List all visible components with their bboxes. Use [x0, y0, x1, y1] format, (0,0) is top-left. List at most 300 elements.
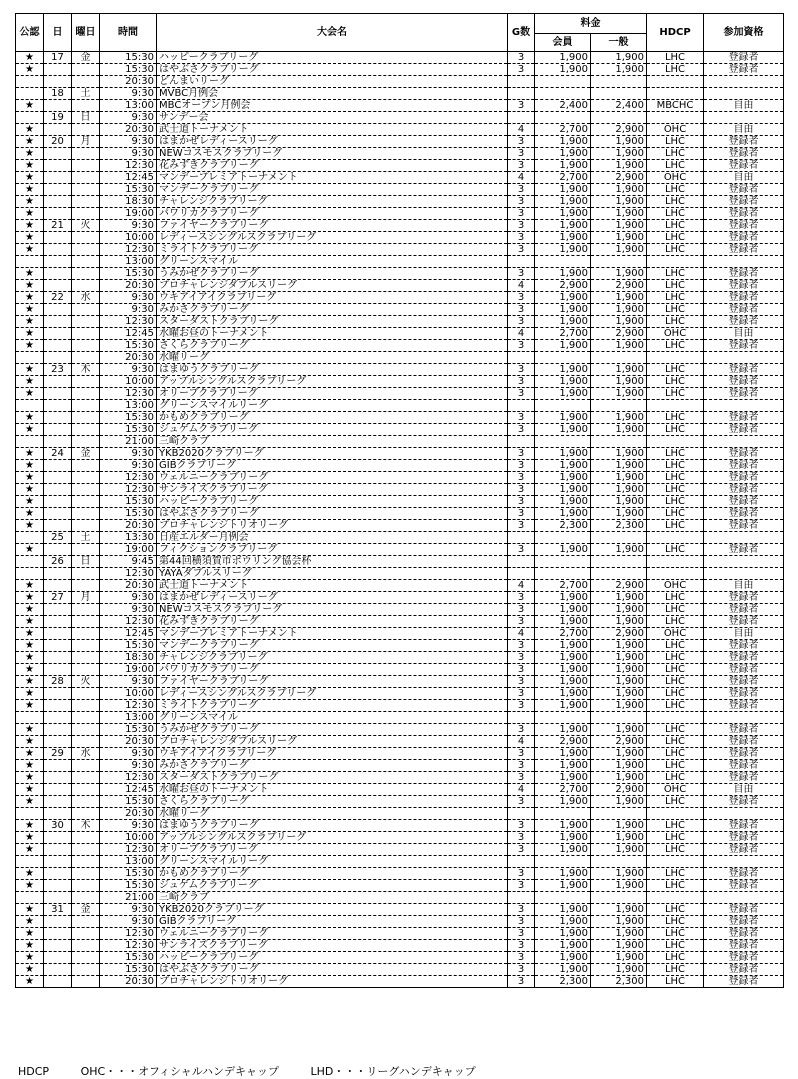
member-fee-cell: 1,900	[535, 964, 591, 976]
member-fee-cell: 1,900	[535, 508, 591, 520]
day-cell	[44, 124, 72, 136]
official-star: ★	[16, 580, 44, 592]
table-row	[16, 940, 784, 952]
member-fee-cell: 2,700	[535, 124, 591, 136]
eligibility-cell: 登録者	[704, 772, 784, 784]
games-cell	[508, 808, 535, 820]
general-fee-cell	[591, 400, 647, 412]
member-fee-cell: 2,700	[535, 628, 591, 640]
eligibility-cell	[704, 88, 784, 100]
eligibility-cell: 登録者	[704, 136, 784, 148]
eligibility-cell: 登録者	[704, 448, 784, 460]
member-fee-cell: 1,900	[535, 796, 591, 808]
official-star	[16, 892, 44, 904]
weekday-cell	[72, 196, 100, 208]
eligibility-cell: 登録者	[704, 592, 784, 604]
games-cell	[508, 112, 535, 124]
official-star: ★	[16, 340, 44, 352]
member-fee-cell: 1,900	[535, 940, 591, 952]
table-row	[16, 136, 784, 148]
eligibility-cell: 登録者	[704, 508, 784, 520]
games-cell: 3	[508, 460, 535, 472]
hdcp-cell: LHC	[647, 760, 704, 772]
time-cell: 15:30	[100, 724, 157, 736]
eligibility-cell: 自由	[704, 328, 784, 340]
time-cell: 20:30	[100, 520, 157, 532]
member-fee-cell: 2,300	[535, 976, 591, 988]
official-star: ★	[16, 160, 44, 172]
general-fee-cell: 2,900	[591, 580, 647, 592]
table-row	[16, 124, 784, 136]
games-cell: 3	[508, 952, 535, 964]
official-star: ★	[16, 820, 44, 832]
event-name-cell: ハッピークラブリーグ	[157, 52, 508, 64]
time-cell: 9:30	[100, 760, 157, 772]
hdcp-cell: LHC	[647, 448, 704, 460]
weekday-cell	[72, 208, 100, 220]
official-star: ★	[16, 460, 44, 472]
weekday-cell	[72, 892, 100, 904]
weekday-cell	[72, 688, 100, 700]
eligibility-cell	[704, 76, 784, 88]
weekday-cell	[72, 868, 100, 880]
time-cell: 10:00	[100, 232, 157, 244]
time-cell: 15:30	[100, 952, 157, 964]
games-cell: 3	[508, 604, 535, 616]
eligibility-cell: 登録者	[704, 64, 784, 76]
games-cell: 3	[508, 820, 535, 832]
hdcp-cell	[647, 352, 704, 364]
general-fee-cell: 2,400	[591, 100, 647, 112]
event-name-cell: ミライトクラブリーグ	[157, 700, 508, 712]
weekday-cell: 木	[72, 364, 100, 376]
table-row	[16, 580, 784, 592]
table-row	[16, 592, 784, 604]
event-name-cell: チャレンジクラブリーグ	[157, 196, 508, 208]
table-header	[16, 14, 784, 52]
hdcp-cell: LHC	[647, 940, 704, 952]
event-name-cell: ミライトクラブリーグ	[157, 244, 508, 256]
event-name-cell: さくらクラブリーグ	[157, 340, 508, 352]
event-name-cell: レディースシングルスクラブリーグ	[157, 688, 508, 700]
table-row	[16, 880, 784, 892]
time-cell: 15:30	[100, 268, 157, 280]
weekday-cell	[72, 400, 100, 412]
official-star: ★	[16, 316, 44, 328]
time-cell: 12:45	[100, 628, 157, 640]
event-name-cell: GIBクラブリーグ	[157, 460, 508, 472]
weekday-cell	[72, 880, 100, 892]
general-fee-cell: 1,900	[591, 760, 647, 772]
member-fee-cell: 1,900	[535, 880, 591, 892]
eligibility-cell: 登録者	[704, 724, 784, 736]
event-name-cell: はやぶさクラブリーグ	[157, 964, 508, 976]
general-fee-cell: 1,900	[591, 208, 647, 220]
weekday-cell: 木	[72, 820, 100, 832]
weekday-cell	[72, 184, 100, 196]
day-cell	[44, 652, 72, 664]
official-star	[16, 856, 44, 868]
member-fee-cell: 1,900	[535, 64, 591, 76]
event-name-cell: 花みずきクラブリーグ	[157, 616, 508, 628]
day-cell	[44, 688, 72, 700]
day-cell	[44, 604, 72, 616]
games-cell: 3	[508, 472, 535, 484]
hdcp-cell: LHC	[647, 196, 704, 208]
time-cell: 12:30	[100, 616, 157, 628]
eligibility-cell: 登録者	[704, 424, 784, 436]
day-cell: 21	[44, 220, 72, 232]
legend-label: HDCP	[18, 1065, 50, 1078]
hdcp-cell	[647, 808, 704, 820]
games-cell: 3	[508, 220, 535, 232]
day-cell	[44, 196, 72, 208]
event-name-cell: アップルシングルスクラブリーグ	[157, 376, 508, 388]
general-fee-cell: 2,900	[591, 628, 647, 640]
games-cell: 3	[508, 304, 535, 316]
general-fee-cell: 1,900	[591, 676, 647, 688]
official-star: ★	[16, 868, 44, 880]
weekday-cell	[72, 760, 100, 772]
table-row	[16, 652, 784, 664]
time-cell: 15:30	[100, 868, 157, 880]
event-name-cell: マンデークラブリーグ	[157, 640, 508, 652]
member-fee-cell	[535, 112, 591, 124]
hdcp-cell: LHC	[647, 160, 704, 172]
hdcp-cell: LHC	[647, 268, 704, 280]
hdcp-cell: LHC	[647, 604, 704, 616]
member-fee-cell: 1,900	[535, 148, 591, 160]
table-row	[16, 400, 784, 412]
games-cell: 3	[508, 484, 535, 496]
general-fee-cell: 1,900	[591, 544, 647, 556]
time-cell: 12:30	[100, 160, 157, 172]
official-star	[16, 568, 44, 580]
weekday-cell	[72, 736, 100, 748]
time-cell: 13:00	[100, 100, 157, 112]
general-fee-cell	[591, 712, 647, 724]
eligibility-cell: 登録者	[704, 820, 784, 832]
day-cell	[44, 304, 72, 316]
weekday-cell	[72, 544, 100, 556]
event-name-cell: はまゆうクラブリーグ	[157, 364, 508, 376]
official-star: ★	[16, 664, 44, 676]
general-fee-cell: 1,900	[591, 448, 647, 460]
eligibility-cell	[704, 112, 784, 124]
event-name-cell: 三崎クラブ	[157, 436, 508, 448]
event-name-cell: はまゆうクラブリーグ	[157, 820, 508, 832]
weekday-cell	[72, 352, 100, 364]
eligibility-cell: 登録者	[704, 184, 784, 196]
weekday-cell	[72, 616, 100, 628]
hdcp-cell	[647, 532, 704, 544]
games-cell: 3	[508, 940, 535, 952]
table-row	[16, 616, 784, 628]
member-fee-cell: 1,900	[535, 316, 591, 328]
general-fee-cell	[591, 568, 647, 580]
eligibility-cell: 自由	[704, 628, 784, 640]
time-cell: 12:30	[100, 568, 157, 580]
table-row	[16, 820, 784, 832]
hdcp-cell	[647, 112, 704, 124]
weekday-cell	[72, 316, 100, 328]
eligibility-cell: 登録者	[704, 196, 784, 208]
schedule-table	[15, 13, 784, 988]
event-name-cell: はやぶさクラブリーグ	[157, 64, 508, 76]
games-cell: 3	[508, 964, 535, 976]
table-row	[16, 208, 784, 220]
games-cell: 3	[508, 268, 535, 280]
event-name-cell: はまかぜレディースリーグ	[157, 136, 508, 148]
games-cell: 3	[508, 388, 535, 400]
games-cell	[508, 568, 535, 580]
hdcp-cell: LHC	[647, 928, 704, 940]
hdcp-cell	[647, 256, 704, 268]
time-cell: 19:00	[100, 664, 157, 676]
games-cell: 3	[508, 928, 535, 940]
games-cell	[508, 892, 535, 904]
general-fee-cell	[591, 556, 647, 568]
games-cell: 4	[508, 784, 535, 796]
day-cell: 30	[44, 820, 72, 832]
day-cell	[44, 916, 72, 928]
official-star: ★	[16, 616, 44, 628]
day-cell	[44, 100, 72, 112]
legend-lhd: LHD・・・リーグハンデキャップ	[310, 1065, 476, 1078]
time-cell: 13:30	[100, 532, 157, 544]
header-weekday: 曜日	[72, 14, 100, 52]
weekday-cell	[72, 712, 100, 724]
hdcp-cell	[647, 568, 704, 580]
official-star: ★	[16, 484, 44, 496]
official-star: ★	[16, 136, 44, 148]
general-fee-cell: 1,900	[591, 724, 647, 736]
weekday-cell	[72, 940, 100, 952]
weekday-cell	[72, 508, 100, 520]
table-row	[16, 916, 784, 928]
member-fee-cell: 1,900	[535, 748, 591, 760]
table-row	[16, 496, 784, 508]
table-row	[16, 532, 784, 544]
time-cell: 12:30	[100, 844, 157, 856]
hdcp-cell: LHC	[647, 376, 704, 388]
member-fee-cell	[535, 556, 591, 568]
member-fee-cell: 2,900	[535, 280, 591, 292]
event-name-cell: マンデークラブリーグ	[157, 184, 508, 196]
official-star: ★	[16, 184, 44, 196]
games-cell: 3	[508, 448, 535, 460]
day-cell: 29	[44, 748, 72, 760]
eligibility-cell: 登録者	[704, 700, 784, 712]
time-cell: 12:30	[100, 316, 157, 328]
table-row	[16, 508, 784, 520]
eligibility-cell: 登録者	[704, 340, 784, 352]
weekday-cell	[72, 928, 100, 940]
event-name-cell: 三崎クラブ	[157, 892, 508, 904]
general-fee-cell: 2,900	[591, 328, 647, 340]
eligibility-cell: 登録者	[704, 316, 784, 328]
eligibility-cell: 登録者	[704, 364, 784, 376]
games-cell: 3	[508, 844, 535, 856]
games-cell: 3	[508, 424, 535, 436]
time-cell: 12:30	[100, 772, 157, 784]
member-fee-cell: 2,900	[535, 736, 591, 748]
table-row	[16, 904, 784, 916]
hdcp-cell: LHC	[647, 316, 704, 328]
day-cell	[44, 268, 72, 280]
table-row	[16, 796, 784, 808]
member-fee-cell: 1,900	[535, 928, 591, 940]
event-name-cell: グリーンスマイル	[157, 256, 508, 268]
table-row	[16, 388, 784, 400]
general-fee-cell: 2,300	[591, 976, 647, 988]
table-row	[16, 448, 784, 460]
member-fee-cell: 1,900	[535, 760, 591, 772]
time-cell: 20:30	[100, 352, 157, 364]
general-fee-cell: 2,900	[591, 280, 647, 292]
hdcp-cell: OHC	[647, 580, 704, 592]
event-name-cell: チャレンジクラブリーグ	[157, 652, 508, 664]
event-name-cell: サンライズクラブリーグ	[157, 484, 508, 496]
member-fee-cell: 2,700	[535, 580, 591, 592]
day-cell	[44, 868, 72, 880]
day-cell	[44, 832, 72, 844]
day-cell	[44, 316, 72, 328]
official-star: ★	[16, 700, 44, 712]
eligibility-cell: 登録者	[704, 232, 784, 244]
time-cell: 9:30	[100, 448, 157, 460]
eligibility-cell: 登録者	[704, 412, 784, 424]
table-row	[16, 436, 784, 448]
member-fee-cell: 2,300	[535, 520, 591, 532]
header-eligibility: 参加資格	[704, 14, 784, 52]
hdcp-cell: LHC	[647, 340, 704, 352]
official-star: ★	[16, 52, 44, 64]
games-cell: 3	[508, 544, 535, 556]
hdcp-cell	[647, 712, 704, 724]
member-fee-cell: 1,900	[535, 844, 591, 856]
hdcp-cell: LHC	[647, 652, 704, 664]
games-cell: 3	[508, 232, 535, 244]
eligibility-cell: 登録者	[704, 148, 784, 160]
official-star: ★	[16, 628, 44, 640]
weekday-cell	[72, 964, 100, 976]
official-star	[16, 808, 44, 820]
time-cell: 12:30	[100, 484, 157, 496]
eligibility-cell	[704, 808, 784, 820]
time-cell: 15:30	[100, 880, 157, 892]
weekday-cell: 火	[72, 220, 100, 232]
official-star	[16, 112, 44, 124]
member-fee-cell: 2,700	[535, 784, 591, 796]
official-star	[16, 712, 44, 724]
games-cell	[508, 556, 535, 568]
member-fee-cell: 1,900	[535, 244, 591, 256]
time-cell: 19:00	[100, 208, 157, 220]
weekday-cell	[72, 244, 100, 256]
general-fee-cell: 1,900	[591, 940, 647, 952]
official-star: ★	[16, 244, 44, 256]
event-name-cell: かもめクラブリーグ	[157, 868, 508, 880]
member-fee-cell: 1,900	[535, 304, 591, 316]
general-fee-cell: 1,900	[591, 136, 647, 148]
eligibility-cell: 登録者	[704, 520, 784, 532]
event-name-cell: ウェルニークラブリーグ	[157, 472, 508, 484]
general-fee-cell: 1,900	[591, 664, 647, 676]
hdcp-cell: LHC	[647, 772, 704, 784]
event-name-cell: はやぶさクラブリーグ	[157, 508, 508, 520]
table-row	[16, 472, 784, 484]
member-fee-cell: 1,900	[535, 652, 591, 664]
time-cell: 15:30	[100, 964, 157, 976]
general-fee-cell: 1,900	[591, 964, 647, 976]
weekday-cell	[72, 256, 100, 268]
day-cell	[44, 208, 72, 220]
table-row	[16, 700, 784, 712]
weekday-cell	[72, 484, 100, 496]
day-cell: 19	[44, 112, 72, 124]
general-fee-cell: 1,900	[591, 928, 647, 940]
table-row	[16, 280, 784, 292]
table-row	[16, 556, 784, 568]
event-name-cell: うみかぜクラブリーグ	[157, 268, 508, 280]
hdcp-cell: LHC	[647, 64, 704, 76]
weekday-cell	[72, 772, 100, 784]
weekday-cell: 日	[72, 556, 100, 568]
official-star: ★	[16, 124, 44, 136]
weekday-cell	[72, 952, 100, 964]
eligibility-cell: 登録者	[704, 388, 784, 400]
event-name-cell: グリーンスマイルリーグ	[157, 856, 508, 868]
general-fee-cell: 1,900	[591, 196, 647, 208]
eligibility-cell: 登録者	[704, 880, 784, 892]
games-cell	[508, 400, 535, 412]
member-fee-cell: 1,900	[535, 544, 591, 556]
day-cell	[44, 64, 72, 76]
header-general: 一般	[591, 34, 647, 52]
hdcp-cell: OHC	[647, 172, 704, 184]
eligibility-cell: 登録者	[704, 748, 784, 760]
member-fee-cell: 1,900	[535, 220, 591, 232]
day-cell	[44, 964, 72, 976]
day-cell	[44, 460, 72, 472]
table-row	[16, 352, 784, 364]
day-cell	[44, 952, 72, 964]
general-fee-cell: 1,900	[591, 64, 647, 76]
official-star: ★	[16, 268, 44, 280]
time-cell: 9:30	[100, 112, 157, 124]
eligibility-cell: 登録者	[704, 460, 784, 472]
official-star: ★	[16, 604, 44, 616]
official-star: ★	[16, 496, 44, 508]
table-row	[16, 688, 784, 700]
event-name-cell: NEWコスモスクラブリーグ	[157, 604, 508, 616]
day-cell	[44, 412, 72, 424]
time-cell: 9:30	[100, 904, 157, 916]
weekday-cell: 金	[72, 448, 100, 460]
member-fee-cell	[535, 856, 591, 868]
hdcp-cell: OHC	[647, 784, 704, 796]
day-cell	[44, 568, 72, 580]
event-name-cell: マンデープレミアトーナメント	[157, 172, 508, 184]
general-fee-cell	[591, 112, 647, 124]
games-cell: 3	[508, 184, 535, 196]
event-name-cell: グリーンスマイルリーグ	[157, 400, 508, 412]
hdcp-cell: OHC	[647, 328, 704, 340]
day-cell	[44, 76, 72, 88]
day-cell	[44, 388, 72, 400]
hdcp-cell: LHC	[647, 520, 704, 532]
